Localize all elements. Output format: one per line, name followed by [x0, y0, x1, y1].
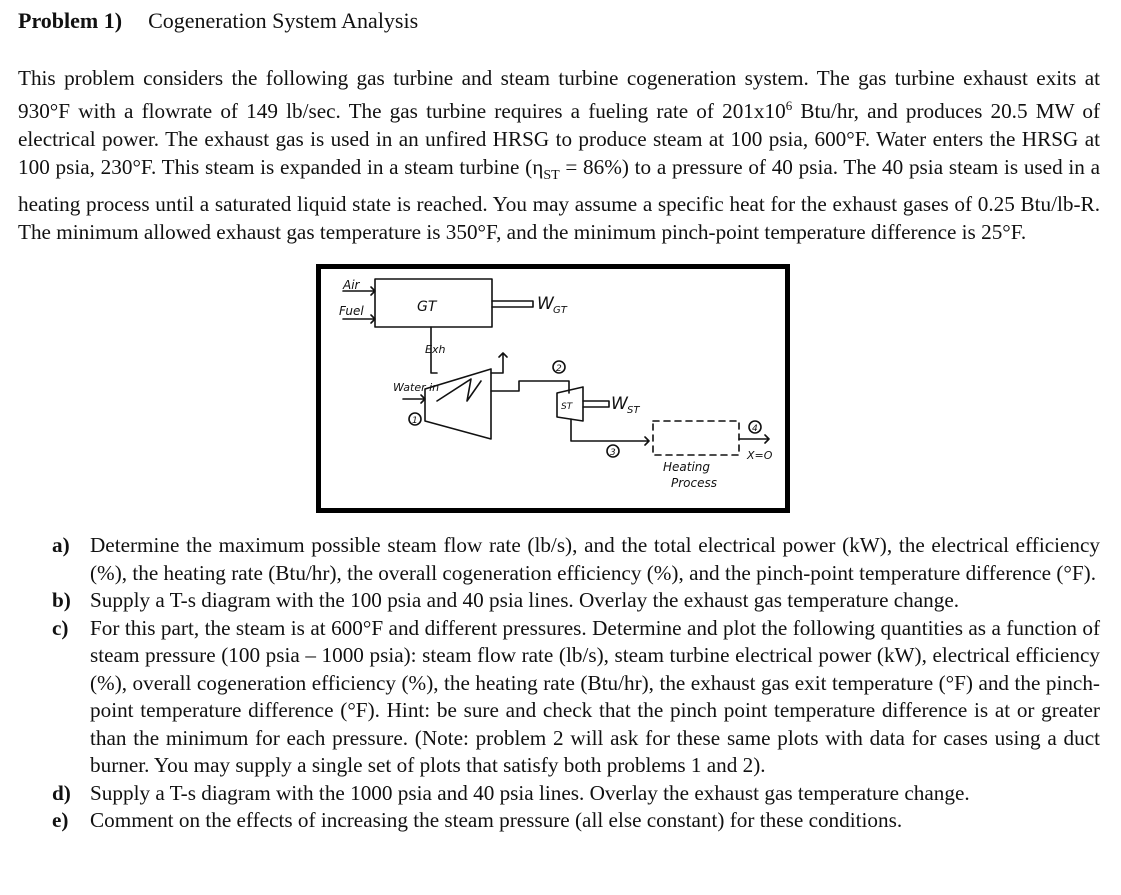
- heating-process-box: [653, 421, 739, 455]
- eta-symbol: η: [532, 155, 544, 180]
- label-w-st: W: [611, 394, 628, 414]
- label-process: Process: [671, 476, 717, 490]
- label-water-in: Water in: [393, 381, 440, 394]
- exit-arrow: [739, 435, 769, 443]
- hrsg-coil: [437, 379, 481, 401]
- wst-shaft: [583, 401, 609, 407]
- question-list: [52, 532, 1100, 835]
- label-w-gt-sub: GT: [553, 305, 567, 316]
- label-state-3: 3: [610, 448, 616, 458]
- question-label: a): [52, 533, 70, 557]
- question-label: e): [52, 808, 69, 832]
- water-in-arrow: [403, 395, 425, 403]
- label-fuel: Fuel: [339, 304, 364, 318]
- steam-line: [491, 381, 569, 393]
- label-quality: X=O: [747, 449, 773, 462]
- intro-text-2: Btu/hr, and produces 20.5 MW of electrical power. The exhaust gas is used in an unfired HRSG to produce steam at 100 psia, 600°F. Water enters the HRSG at 100 psia, 230°F. This steam is expanded in a steam turbine (: [18, 99, 1101, 180]
- question-label: c): [52, 615, 69, 640]
- label-w-st-sub: ST: [627, 405, 640, 416]
- question-label: b): [52, 588, 71, 612]
- st-exit-line: [571, 419, 649, 445]
- question-b: [52, 587, 1100, 615]
- question-label: d): [52, 780, 71, 805]
- question-d: [52, 780, 1100, 808]
- cogeneration-schematic: [316, 264, 790, 513]
- label-air: Air: [343, 278, 360, 292]
- question-text: Supply a T-s diagram with the 100 psia and 40 psia lines. Overlay the exhaust gas temperature change.: [90, 588, 960, 612]
- eta-subscript: ST: [543, 168, 560, 184]
- problem-number: Problem 1): [18, 8, 123, 33]
- label-w-gt: W: [537, 294, 554, 314]
- question-e: [52, 807, 1100, 835]
- label-gt: GT: [417, 299, 437, 315]
- problem-title: Cogeneration System Analysis: [148, 8, 419, 33]
- intro-text-3: = 86%) to a pressure of 40 psia. The 40 psia steam is used in a heating process until a saturated liquid state is reached. You may assume a specific heat for the exhaust gases of 0.25 Btu/lb-R. The minimum allowed exhaust gas temperature is 350°F, and the minimum pinch-point temperature difference is 25°F.: [18, 155, 1100, 245]
- question-text: Comment on the effects of increasing the steam pressure (all else constant) for these conditions.: [90, 808, 903, 832]
- label-heating: Heating: [663, 460, 711, 474]
- question-a: [52, 532, 1100, 587]
- exhaust-out: [491, 353, 507, 373]
- question-text: Supply a T-s diagram with the 1000 psia and 40 psia lines. Overlay the exhaust gas temperature change.: [90, 780, 970, 805]
- label-st: ST: [561, 402, 573, 412]
- intro-text-1: This problem considers the following gas turbine and steam turbine cogeneration system. The gas turbine exhaust exits at 930°F with a flowrate of 149 lb/sec. The gas turbine requires a fueling rate of 201x10: [18, 66, 1100, 124]
- question-text: Determine the maximum possible steam flow rate (lb/s), and the total electrical power (kW), the electrical efficiency (%), the heating rate (Btu/hr), the overall cogeneration efficiency (%), and the pinch-point temperature difference (°F).: [90, 533, 1100, 585]
- question-text: For this part, the steam is at 600°F and different pressures. Determine and plot the following quantities as a function of steam pressure (100 psia – 1000 psia): steam flow rate (lb/s), steam turbine electrical power (kW), electrical efficiency (%), overall cogeneration efficiency (%), the heating rate (Btu/hr), the exhaust gas exit temperature (°F) and the pinch-point temperature difference (°F). Hint: be sure and check that the pinch point temperature difference is at or greater than the minimum for each pressure. (Note: problem 2 will ask for these same plots with data for cases using a duct burner. You may supply a single set of plots that satisfy both problems 1 and 2).: [90, 615, 1100, 777]
- label-state-1: 1: [412, 416, 418, 426]
- label-exh: Exh: [425, 343, 446, 356]
- problem-statement: [18, 64, 1100, 246]
- question-c: [52, 615, 1100, 780]
- problem-heading: [18, 6, 418, 36]
- label-state-4: 4: [752, 424, 758, 434]
- intro-superscript: 6: [785, 98, 793, 113]
- hrsg-shape: [425, 369, 491, 439]
- schematic-drawing: [321, 269, 785, 508]
- label-state-2: 2: [556, 364, 562, 374]
- wgt-shaft: [492, 301, 533, 307]
